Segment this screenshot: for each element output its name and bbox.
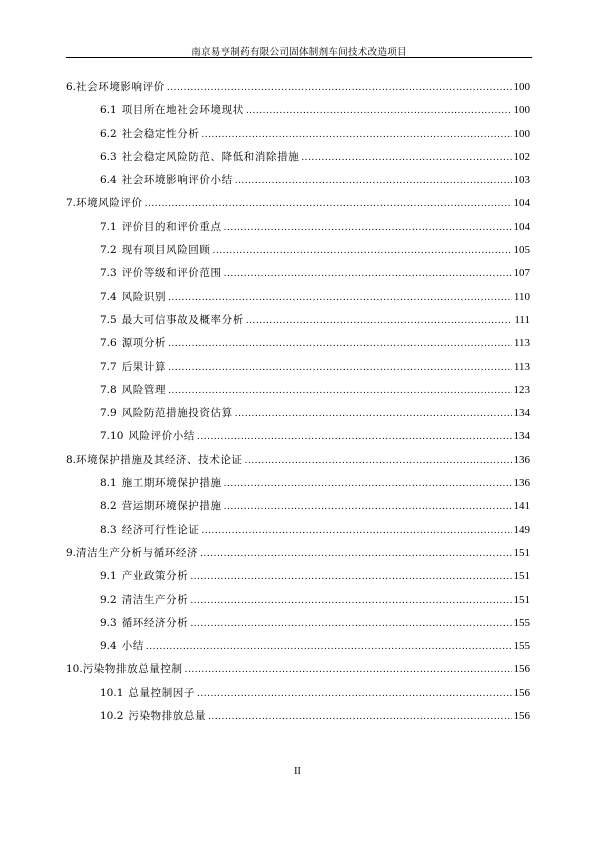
toc-entry-page: 107: [513, 267, 530, 280]
toc-dot-leader: [208, 712, 511, 722]
toc-entry-title: 循环经济分析: [121, 616, 189, 629]
toc-section-entry[interactable]: [66, 428, 530, 451]
toc-dot-leader: [246, 106, 512, 116]
toc-entry-page: 155: [513, 640, 530, 653]
toc-dot-leader: [213, 246, 512, 256]
toc-entry-page: 100: [513, 81, 530, 93]
toc-entry-title: 社会稳定风险防范、降低和消除措施: [121, 150, 300, 163]
toc-entry-title: 污染物排放总量控制: [82, 663, 183, 676]
toc-entry-page: 155: [513, 616, 530, 629]
toc-section-entry[interactable]: [66, 126, 530, 149]
toc-entry-number: 7.4: [100, 290, 117, 303]
toc-entry-page: 100: [513, 127, 530, 140]
toc-entry-number: 10.1: [100, 686, 124, 699]
toc-dot-leader: [224, 269, 512, 279]
toc-entry-title: 清洁生产分析: [121, 593, 189, 606]
toc-entry-title: 风险评价小结: [128, 430, 195, 443]
toc-entry-title: 营运期环境保护措施: [121, 500, 222, 513]
toc-section-entry[interactable]: [66, 475, 530, 498]
toc-dot-leader: [145, 199, 512, 209]
toc-entry-number: 9.1: [100, 570, 117, 583]
toc-entry-number: 10.: [66, 663, 83, 676]
toc-section-entry[interactable]: [66, 242, 530, 265]
toc-entry-page: 151: [513, 570, 530, 583]
toc-section-entry[interactable]: [66, 592, 530, 615]
toc-section-entry[interactable]: [66, 568, 530, 591]
toc-section-entry[interactable]: [66, 265, 530, 288]
toc-entry-number: 6.3: [100, 150, 117, 163]
toc-entry-title: 社会稳定性分析: [121, 127, 200, 140]
toc-entry-title: 清洁生产分析与循环经济: [76, 546, 199, 559]
toc-section-entry[interactable]: [66, 615, 530, 638]
toc-entry-page: 156: [513, 663, 530, 676]
toc-entry-number: 9.4: [100, 640, 117, 653]
toc-dot-leader: [168, 363, 512, 373]
toc-section-entry[interactable]: [66, 638, 530, 661]
toc-dot-leader: [168, 293, 512, 303]
toc-entry-page: 102: [513, 150, 530, 163]
toc-entry-title: 环境风险评价: [76, 197, 143, 210]
toc-dot-leader: [245, 456, 512, 466]
toc-entry-title: 评价目的和评价重点: [121, 220, 222, 233]
toc-entry-number: 9.3: [100, 616, 117, 629]
toc-dot-leader: [190, 596, 511, 606]
toc-section-entry[interactable]: [66, 172, 530, 195]
page-number: II: [294, 766, 301, 777]
toc-entry-page: 141: [513, 500, 530, 513]
toc-dot-leader: [235, 176, 512, 186]
toc-chapter-entry[interactable]: [66, 195, 530, 218]
toc-section-entry[interactable]: [66, 405, 530, 428]
toc-entry-number: 6.4: [100, 174, 117, 187]
toc-entry-number: 6.1: [100, 104, 117, 117]
toc-dot-leader: [168, 386, 511, 396]
toc-dot-leader: [224, 502, 512, 512]
toc-dot-leader: [224, 479, 512, 489]
toc-dot-leader: [235, 409, 512, 419]
toc-chapter-entry[interactable]: [66, 452, 530, 475]
toc-entry-page: 100: [513, 104, 530, 117]
toc-entry-number: 7.2: [100, 244, 117, 257]
toc-section-entry[interactable]: [66, 219, 530, 242]
toc-entry-page: 136: [513, 453, 530, 466]
toc-entry-number: 9.: [66, 546, 77, 559]
toc-entry-number: 8.1: [100, 477, 117, 490]
toc-entry-page: 156: [513, 710, 530, 723]
toc-section-entry[interactable]: [66, 708, 530, 731]
toc-dot-leader: [201, 526, 511, 536]
toc-entry-number: 10.2: [100, 710, 124, 723]
toc-dot-leader: [201, 130, 511, 140]
toc-section-entry[interactable]: [66, 522, 530, 545]
toc-entry-title: 风险管理: [121, 383, 167, 396]
toc-entry-title: 小结: [121, 640, 144, 653]
toc-entry-page: 149: [513, 523, 530, 536]
toc-entry-title: 环境保护措施及其经济、技术论证: [76, 453, 243, 466]
toc-entry-number: 7.8: [100, 383, 117, 396]
toc-section-entry[interactable]: [66, 102, 530, 125]
toc-entry-number: 9.2: [100, 593, 117, 606]
toc-dot-leader: [190, 619, 511, 629]
toc-section-entry[interactable]: [66, 685, 530, 708]
toc-dot-leader: [200, 549, 511, 559]
toc-entry-title: 评价等级和评价范围: [121, 267, 222, 280]
toc-dot-leader: [197, 432, 512, 442]
toc-dot-leader: [146, 642, 512, 652]
toc-entry-number: 8.2: [100, 500, 117, 513]
toc-section-entry[interactable]: [66, 149, 530, 172]
toc-entry-title: 污染物排放总量: [128, 710, 207, 723]
toc-entry-title: 产业政策分析: [121, 570, 189, 583]
toc-section-entry[interactable]: [66, 359, 530, 382]
toc-entry-number: 7.3: [100, 267, 117, 280]
header-rule: [66, 57, 532, 58]
table-of-contents: [66, 79, 530, 731]
toc-dot-leader: [167, 83, 512, 93]
toc-entry-page: 156: [513, 686, 530, 699]
toc-entry-page: 134: [513, 407, 530, 420]
toc-chapter-entry[interactable]: [66, 79, 530, 102]
toc-entry-title: 后果计算: [121, 360, 167, 373]
toc-chapter-entry[interactable]: [66, 661, 530, 684]
toc-dot-leader: [185, 665, 512, 675]
toc-dot-leader: [168, 339, 512, 349]
running-header: 南京易亨制药有限公司固体制剂车间技术改造项目: [191, 47, 407, 58]
toc-entry-title: 施工期环境保护措施: [121, 477, 222, 490]
toc-entry-title: 最大可信事故及概率分析: [121, 313, 244, 326]
toc-entry-title: 总量控制因子: [128, 686, 195, 699]
toc-entry-page: 151: [513, 546, 530, 559]
toc-entry-title: 社会环境影响评价: [76, 81, 165, 93]
toc-chapter-entry[interactable]: [66, 545, 530, 568]
toc-entry-number: 6.: [66, 81, 77, 93]
toc-entry-number: 6.2: [100, 127, 117, 140]
toc-entry-title: 社会环境影响评价小结: [121, 174, 233, 187]
toc-section-entry[interactable]: [66, 382, 530, 405]
toc-dot-leader: [197, 689, 512, 699]
toc-entry-number: 7.7: [100, 360, 117, 373]
toc-dot-leader: [190, 572, 511, 582]
toc-entry-page: 110: [513, 290, 530, 303]
toc-entry-page: 136: [513, 477, 530, 490]
toc-entry-page: 104: [513, 197, 530, 210]
toc-entry-page: 123: [513, 383, 530, 396]
toc-entry-title: 风险防范措施投资估算: [121, 407, 233, 420]
toc-entry-number: 8.3: [100, 523, 117, 536]
toc-entry-number: 7.10: [100, 430, 124, 443]
toc-entry-page: 151: [513, 593, 530, 606]
toc-entry-title: 源项分析: [121, 337, 167, 350]
toc-entry-page: 104: [513, 220, 530, 233]
toc-entry-title: 经济可行性论证: [121, 523, 200, 536]
toc-dot-leader: [301, 153, 511, 163]
toc-entry-number: 7.5: [100, 313, 117, 326]
toc-entry-number: 7.9: [100, 407, 117, 420]
toc-entry-title: 项目所在地社会环境现状: [121, 104, 244, 117]
toc-section-entry[interactable]: [66, 498, 530, 521]
toc-entry-number: 8.: [66, 453, 77, 466]
toc-entry-title: 现有项目风险回顾: [121, 244, 211, 257]
toc-dot-leader: [224, 223, 512, 233]
toc-entry-page: 111: [514, 313, 530, 326]
toc-section-entry[interactable]: [66, 289, 530, 312]
toc-entry-page: 134: [513, 430, 530, 443]
toc-entry-number: 7.1: [100, 220, 117, 233]
toc-section-entry[interactable]: [66, 312, 530, 335]
toc-entry-page: 113: [513, 337, 530, 350]
toc-entry-number: 7.: [66, 197, 77, 210]
toc-entry-page: 105: [513, 244, 530, 257]
toc-entry-title: 风险识别: [121, 290, 167, 303]
toc-section-entry[interactable]: [66, 335, 530, 358]
toc-dot-leader: [246, 316, 513, 326]
toc-entry-page: 113: [513, 360, 530, 373]
toc-entry-page: 103: [513, 174, 530, 187]
toc-entry-number: 7.6: [100, 337, 117, 350]
